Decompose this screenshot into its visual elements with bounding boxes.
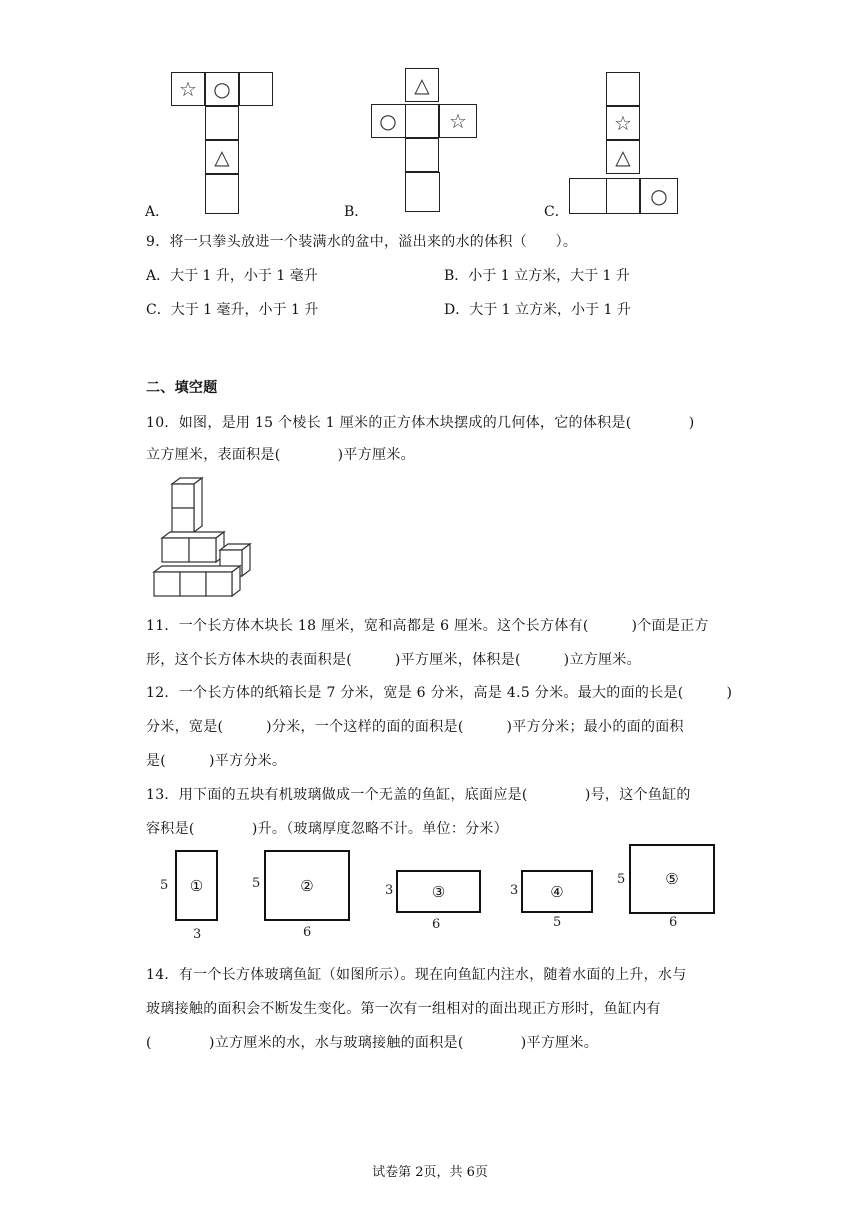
triangle-icon: △: [214, 145, 230, 169]
question-9-option-a: A．大于 1 升，小于 1 毫升: [146, 268, 318, 284]
triangle-icon: △: [414, 73, 430, 97]
page-footer: 试卷第 2页，共 6页: [372, 1165, 488, 1180]
circle-icon: ○: [379, 109, 397, 133]
star-icon: ☆: [449, 109, 467, 133]
circle-icon: ○: [213, 77, 231, 101]
question-11-line-1: 11．一个长方体木块长 18 厘米，宽和高都是 6 厘米。这个长方体有( )个面是正方: [146, 618, 709, 634]
glass-panel-2: ②: [264, 850, 350, 921]
circle-icon: ○: [650, 184, 668, 208]
triangle-icon: △: [615, 145, 631, 169]
question-9-option-d: D．大于 1 立方米，小于 1 升: [444, 302, 631, 318]
question-10-line-2: 立方厘米，表面积是( )平方厘米。: [146, 447, 415, 463]
question-14-line-2: 玻璃接触的面积会不断发生变化。第一次有一组相对的面出现正方形时，鱼缸内有: [146, 1001, 661, 1017]
question-12-line-1: 12．一个长方体的纸箱长是 7 分米，宽是 6 分米，高是 4.5 分米。最大的面的长是( ): [146, 685, 733, 701]
question-14-line-3: ( )立方厘米的水，水与玻璃接触的面积是( )平方厘米。: [146, 1035, 599, 1051]
glass-panel-4: ④: [521, 870, 593, 913]
option-label-c: C．: [544, 204, 569, 220]
question-13-line-2: 容积是( )升。（玻璃厚度忽略不计。单位：分米）: [146, 821, 509, 837]
question-12-line-2: 分米，宽是( )分米，一个这样的面的面积是( )平方分米；最小的面的面积: [146, 719, 684, 735]
question-9-stem: 9．将一只拳头放进一个装满水的盆中，溢出来的水的体积（ ）。: [146, 234, 578, 250]
glass-panel-1: ①: [175, 850, 218, 921]
cube-stack-figure: [150, 476, 260, 600]
section-heading: 二、填空题: [146, 380, 218, 396]
question-10-line-1: 10．如图，是用 15 个棱长 1 厘米的正方体木块摆成的几何体，它的体积是( ): [146, 415, 695, 431]
star-icon: ☆: [614, 111, 632, 135]
question-14-line-1: 14．有一个长方体玻璃鱼缸（如图所示）。现在向鱼缸内注水，随着水面的上升，水与: [146, 967, 687, 983]
option-label-b: B．: [344, 204, 369, 220]
question-12-line-3: 是( )平方分米。: [146, 753, 287, 769]
question-13-line-1: 13．用下面的五块有机玻璃做成一个无盖的鱼缸，底面应是( )号，这个鱼缸的: [146, 787, 691, 803]
question-9-option-c: C．大于 1 毫升，小于 1 升: [146, 302, 319, 318]
glass-panel-3: ③: [396, 870, 481, 913]
question-11-line-2: 形，这个长方体木块的表面积是( )平方厘米，体积是( )立方厘米。: [146, 652, 641, 668]
option-label-a: A．: [145, 204, 170, 220]
star-icon: ☆: [179, 77, 197, 101]
glass-panel-5: ⑤: [629, 844, 715, 914]
question-9-option-b: B．小于 1 立方米，大于 1 升: [444, 268, 630, 284]
